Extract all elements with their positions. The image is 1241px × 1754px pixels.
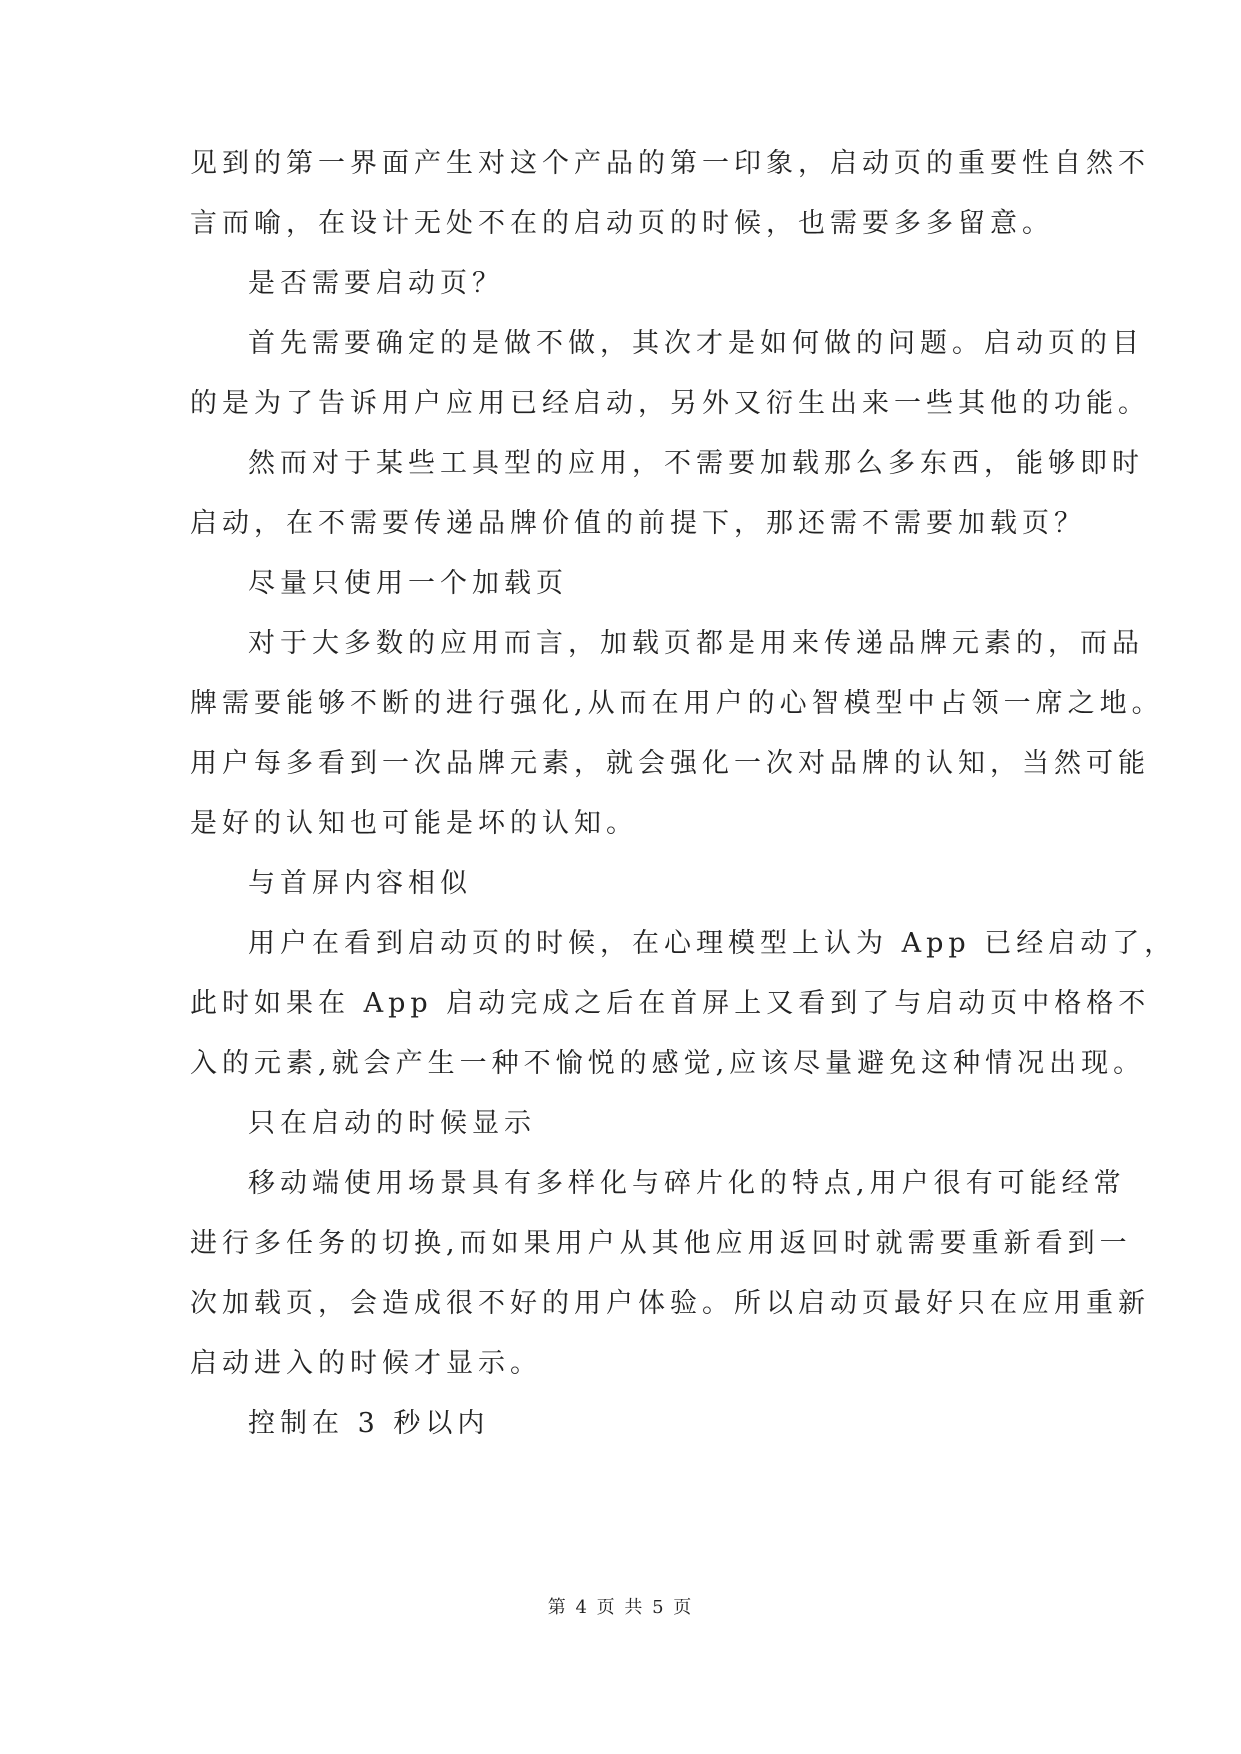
- text-line: 此时如果在 App 启动完成之后在首屏上又看到了与启动页中格格不: [190, 988, 1151, 1019]
- text-line: 言而喻，在设计无处不在的启动页的时候，也需要多多留意。: [190, 208, 1054, 239]
- page-footer: 第 4 页 共 5 页: [547, 1597, 694, 1618]
- text-line: 用户每多看到一次品牌元素，就会强化一次对品牌的认知，当然可能: [190, 748, 1150, 779]
- text-line: 移动端使用场景具有多样化与碎片化的特点,用户很有可能经常: [248, 1168, 1126, 1199]
- section-heading: 是否需要启动页？: [248, 268, 504, 299]
- text-line: 次加载页，会造成很不好的用户体验。所以启动页最好只在应用重新: [190, 1288, 1150, 1319]
- text-line: 用户在看到启动页的时候，在心理模型上认为 App 已经启动了，: [248, 928, 1177, 959]
- section-heading: 与首屏内容相似: [248, 868, 472, 899]
- text-line: 对于大多数的应用而言，加载页都是用来传递品牌元素的，而品: [248, 628, 1144, 659]
- text-line: 进行多任务的切换,而如果用户从其他应用返回时就需要重新看到一: [190, 1228, 1132, 1259]
- section-heading: 尽量只使用一个加载页: [248, 568, 568, 599]
- text-line: 启动，在不需要传递品牌价值的前提下，那还需不需要加载页？: [190, 508, 1086, 539]
- text-line: 牌需要能够不断的进行强化,从而在用户的心智模型中占领一席之地。: [190, 688, 1164, 719]
- text-line: 是好的认知也可能是坏的认知。: [190, 808, 638, 839]
- section-heading: 控制在 3 秒以内: [248, 1408, 490, 1439]
- text-line: 首先需要确定的是做不做，其次才是如何做的问题。启动页的目: [248, 328, 1144, 359]
- text-line: 见到的第一界面产生对这个产品的第一印象，启动页的重要性自然不: [190, 148, 1150, 179]
- text-line: 的是为了告诉用户应用已经启动，另外又衍生出来一些其他的功能。: [190, 388, 1150, 419]
- text-line: 启动进入的时候才显示。: [190, 1348, 542, 1379]
- text-line: 入的元素,就会产生一种不愉悦的感觉,应该尽量避免这种情况出现。: [190, 1048, 1146, 1079]
- text-line: 然而对于某些工具型的应用，不需要加载那么多东西，能够即时: [248, 448, 1144, 479]
- section-heading: 只在启动的时候显示: [248, 1108, 536, 1139]
